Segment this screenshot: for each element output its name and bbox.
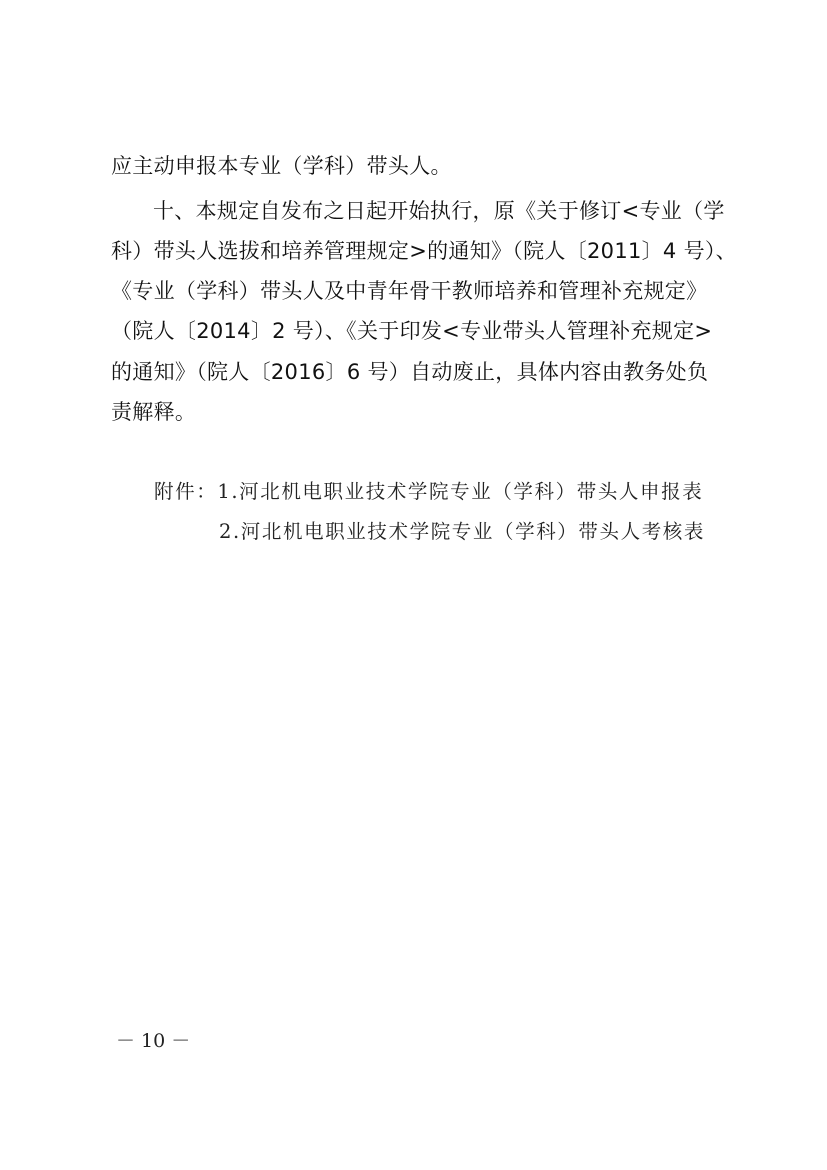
- paragraph-line: 应主动申报本专业（学科）带头人。: [111, 154, 452, 178]
- attachment-item: 1.河北机电职业技术学院专业（学科）带头人申报表: [217, 480, 704, 503]
- paragraph-line: 《专业（学科）带头人及中青年骨干教师培养和管理补充规定》: [111, 279, 708, 303]
- paragraph-line: 十、本规定自发布之日起开始执行，原《关于修订<专业（学: [153, 199, 725, 223]
- paragraph-line: 的通知》（院人〔2016〕6 号）自动废止，具体内容由教务处负: [111, 360, 709, 384]
- attachment-label: 附件：: [154, 480, 218, 503]
- attachment-item: 2.河北机电职业技术学院专业（学科）带头人考核表: [219, 520, 706, 543]
- attachment-row: [219, 518, 705, 546]
- attachment-row: [154, 478, 703, 506]
- paragraph-line: （院人〔2014〕2 号）、《关于印发<专业带头人管理补充规定>: [111, 319, 713, 343]
- paragraph-line: 责解释。: [111, 400, 197, 424]
- page-number: － 10 －: [116, 1030, 191, 1052]
- paragraph-line: 科）带头人选拔和培养管理规定>的通知》（院人〔2011〕4 号）、: [111, 239, 737, 263]
